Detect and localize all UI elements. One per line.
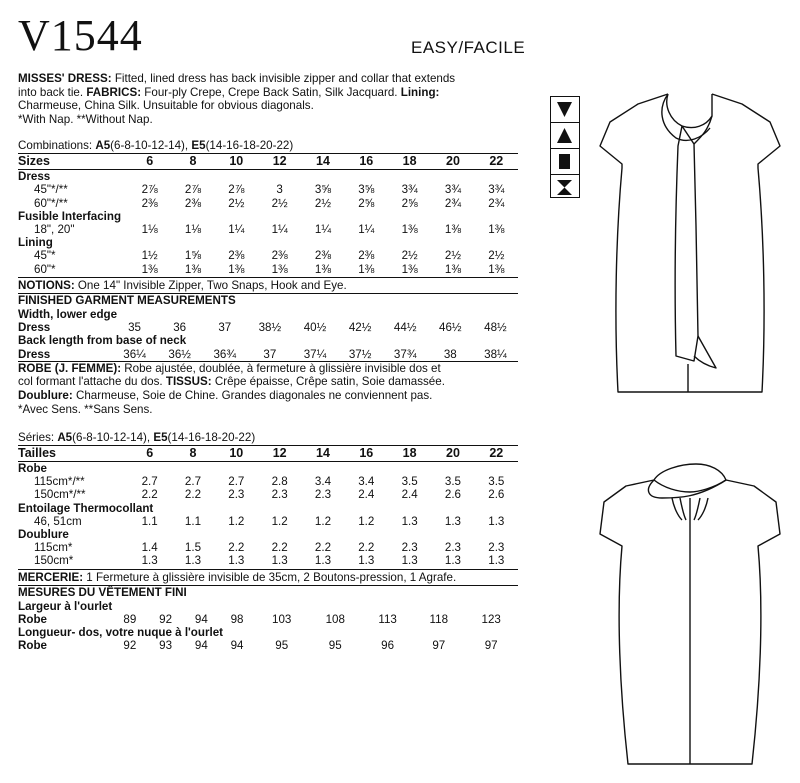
french-measurements-title: MESURES DU VÊTEMENT FINI <box>18 586 187 600</box>
hourglass-icon <box>551 175 579 200</box>
instructions-column <box>18 72 518 653</box>
english-measurements-table: Width, lower edge Dress 35 36 37 38½ 40½ 42½ 44½ 46½ 48½ Back length from base of neck Dress 36¼ 36½ 36¾ 37 37¼ 37½ 37¾ 38 38¼ <box>18 307 507 361</box>
english-combinations: Combinations: A5(6-8-10-12-14), E5(14-16-18-20-22) <box>18 139 294 153</box>
rectangle-icon <box>551 149 579 175</box>
french-combinations: Séries: A5(6-8-10-12-14), E5(14-16-18-20-22) <box>18 431 256 445</box>
layout-symbols <box>550 96 580 198</box>
french-measurements-table: Largeur à l'ourlet Robe 89 92 94 98 103 108 113 118 123 Longueur- dos, votre nuque à l'ourlet Robe 92 93 94 94 95 95 96 97 97 <box>18 599 501 653</box>
french-description: ROBE (J. FEMME): Robe ajustée, doublée, à fermeture à glissière invisible dos et col formant l'attache du dos. TISSUS: Crêpe épaisse, Crêpe satin, Soie damassée. Doublure: Charmeuse, Soie de Chine. Grandes diagonales ne conviennent pas. *Avec Sens. **Sans Sens. <box>18 361 445 416</box>
english-notions: NOTIONS: One 14" Invisible Zipper, Two Snaps, Hook and Eye. <box>18 278 518 295</box>
pattern-number: V1544 <box>18 11 143 60</box>
dress-back-sketch <box>598 462 782 772</box>
triangle-down-icon <box>551 97 579 123</box>
triangle-up-icon <box>551 123 579 149</box>
difficulty-level: EASY/FACILE <box>411 38 526 57</box>
english-description: MISSES' DRESS: Fitted, lined dress has back invisible zipper and collar that extends into back tie. FABRICS: Four-ply Crepe, Crepe Back Satin, Silk Jacquard. Lining: Charmeuse, China Silk. Unsuitable for obvious diagonals. *With Nap. **Without Nap. <box>18 72 456 126</box>
french-yardage-table: Tailles 6 8 10 12 14 16 18 20 22 Robe 115cm*/** 2.7 2.7 2.7 2.8 3.4 3.4 3.5 3.5 3.5 150cm*/** 2.2 2.2 2.3 2.3 2.3 2.4 2.4 2.6 2.6 Entoilage Thermocollant 46, 51cm 1.1 1.1 1.2 1.2 1.2 1.2 1.3 1.3 1.3 Doublure 115cm* 1.4 1.5 2.2 2.2 2.2 2.2 2.3 2.3 2.3 150cm* 1.3 1.3 1.3 1.3 1.3 1.3 1.3 1.3 1.3 <box>18 445 518 570</box>
english-measurements-title: FINISHED GARMENT MEASUREMENTS <box>18 294 236 308</box>
dress-front-sketch <box>598 86 782 396</box>
french-notions: MERCERIE: 1 Fermeture à glissière invisible de 35cm, 2 Boutons-pression, 1 Agrafe. <box>18 570 518 587</box>
english-yardage-table: Sizes 6 8 10 12 14 16 18 20 22 Dress 45"*/** 2⅞ 2⅞ 2⅞ 3 3⅝ 3⅝ 3¾ 3¾ 3¾ 60"*/** 2⅜ 2⅜ 2½ 2½ 2½ 2⅝ 2⅝ 2¾ 2¾ Fusible Interfacing 18", 20" 1⅛ 1⅛ 1¼ 1¼ 1¼ 1¼ 1⅜ 1⅜ 1⅜ Lining 45"* 1½ 1⅝ 2⅜ 2⅜ 2⅜ 2⅜ 2½ 2½ 2½ 60"* 1⅜ 1⅜ 1⅜ 1⅜ 1⅜ 1⅜ 1⅜ 1⅜ 1⅜ <box>18 153 518 278</box>
